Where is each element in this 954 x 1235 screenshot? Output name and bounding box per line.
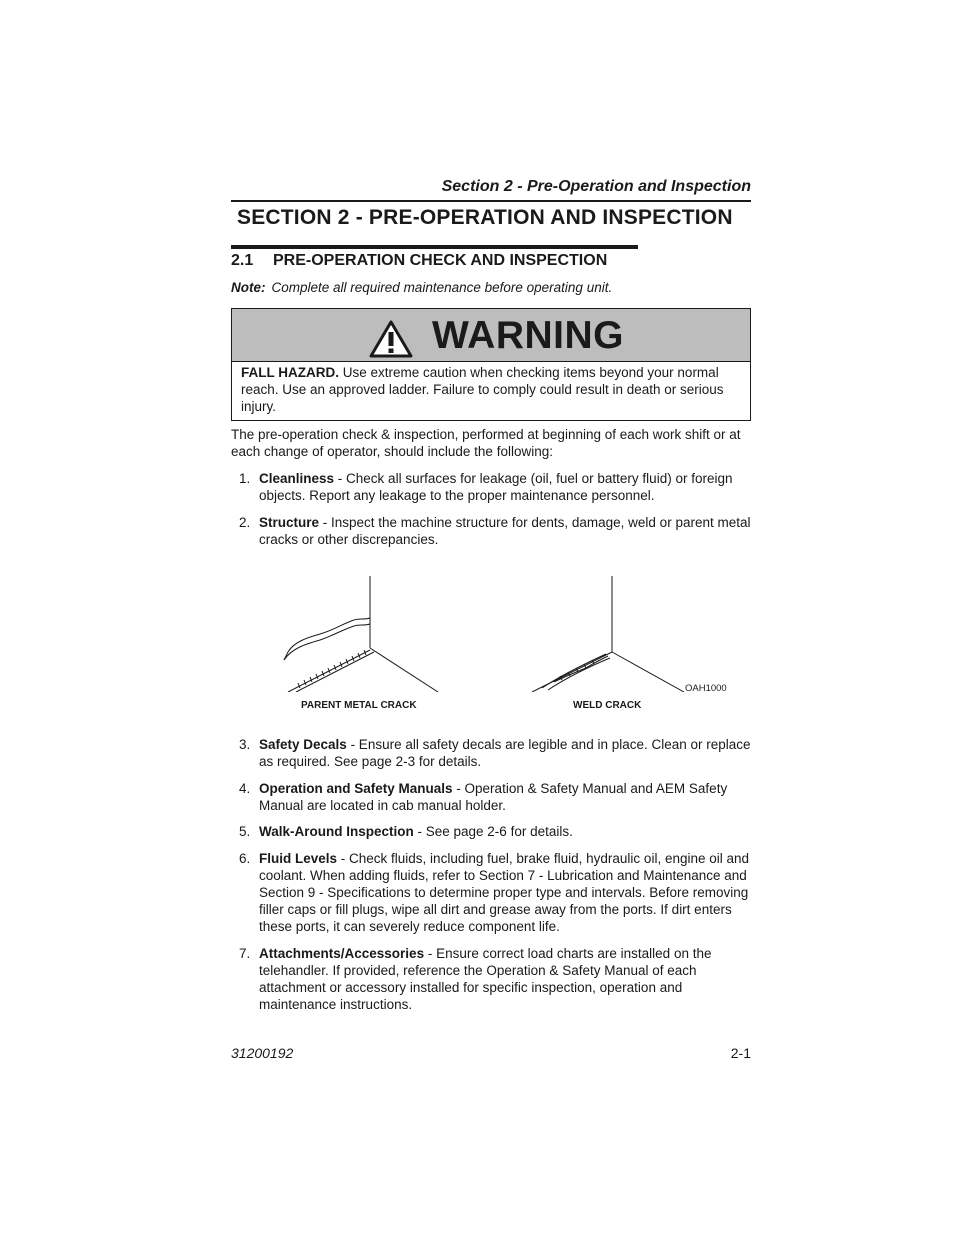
list-item-number: 2.: [239, 515, 251, 530]
list-item-title: Attachments/Accessories: [259, 946, 425, 961]
list-item: [239, 470, 755, 504]
warning-text: Use extreme caution when checking items beyond your normal reach. Use an approved ladder. Failure to comply could result in death or serious injury.: [241, 365, 724, 414]
list-item: [239, 945, 755, 1013]
list-item-title: Operation and Safety Manuals: [259, 781, 453, 796]
warning-box: [231, 308, 751, 421]
list-item: [239, 736, 755, 770]
subsection-title: PRE-OPERATION CHECK AND INSPECTION: [273, 252, 608, 269]
subsection-heading: [231, 251, 607, 271]
note-text: Complete all required maintenance before operating unit.: [271, 280, 613, 295]
list-item-title: Walk-Around Inspection: [259, 824, 414, 839]
warning-title: WARNING: [432, 314, 624, 357]
running-header: Section 2 - Pre-Operation and Inspection: [441, 178, 751, 195]
list-item-text: - Inspect the machine structure for dents, damage, weld or parent metal cracks or other discrepancies.: [259, 515, 751, 547]
note-label: Note:: [231, 280, 266, 295]
list-item-number: 5.: [239, 824, 251, 839]
list-item-number: 4.: [239, 781, 251, 796]
list-item-number: 6.: [239, 851, 251, 866]
note: [231, 279, 612, 296]
list-item-text: - Operation & Safety Manual and AEM Safety Manual are located in cab manual holder.: [259, 781, 728, 813]
list-item: [239, 780, 755, 814]
warning-body: [241, 364, 746, 415]
warning-hazard: FALL HAZARD.: [241, 365, 339, 380]
list-item-title: Structure: [259, 515, 320, 530]
footer-doc-number: 31200192: [231, 1045, 294, 1061]
figure-label-weld-crack: WELD CRACK: [573, 700, 642, 711]
list-item-title: Cleanliness: [259, 471, 335, 486]
section-title: SECTION 2 - PRE-OPERATION AND INSPECTION: [237, 206, 733, 229]
subsection-number: 2.1: [231, 252, 254, 269]
figure-code: OAH1000: [685, 683, 727, 694]
intro-paragraph: The pre-operation check & inspection, performed at beginning of each work shift or at each change of operator, should include the following:: [231, 427, 741, 459]
list-item-title: Fluid Levels: [259, 851, 338, 866]
list-item-text: - Ensure all safety decals are legible and in place. Clean or replace as required. See page 2-3 for details.: [259, 737, 751, 769]
list-item-title: Safety Decals: [259, 737, 347, 752]
figure-label-parent-metal-crack: PARENT METAL CRACK: [301, 700, 417, 711]
list-item-text: - Ensure correct load charts are installed on the telehandler. If provided, reference the Operation & Safety Manual of each attachment or accessory installed for specific inspection, operation and maintenance instructions.: [259, 946, 712, 1012]
list-item-number: 1.: [239, 471, 251, 486]
warning-header: [232, 309, 750, 362]
section-rule: [231, 245, 638, 249]
list-item: [239, 823, 755, 840]
list-item: [239, 850, 755, 935]
list-item: [239, 514, 755, 548]
list-item-number: 3.: [239, 737, 251, 752]
header-rule: [231, 200, 751, 202]
list-item-number: 7.: [239, 946, 251, 961]
list-item-text: - Check all surfaces for leakage (oil, fuel or battery fluid) or foreign objects. Report any leakage to the proper maintenance personnel.: [259, 471, 733, 503]
list-item-text: - Check fluids, including fuel, brake fluid, hydraulic oil, engine oil and coolant. When adding fluids, refer to Section 7 - Lubrication and Maintenance and Section 9 - Specifications to determine proper type and intervals. Before removing filler caps or fill plugs, wipe all dirt and grease away from the ports. If dirt enters these ports, it can severely reduce component life.: [259, 851, 750, 934]
warning-triangle-icon: [369, 320, 413, 358]
crack-illustration: [270, 572, 740, 692]
footer-page-number: 2-1: [730, 1045, 751, 1061]
list-item-text: - See page 2-6 for details.: [413, 824, 573, 839]
crack-figure: [270, 572, 740, 722]
